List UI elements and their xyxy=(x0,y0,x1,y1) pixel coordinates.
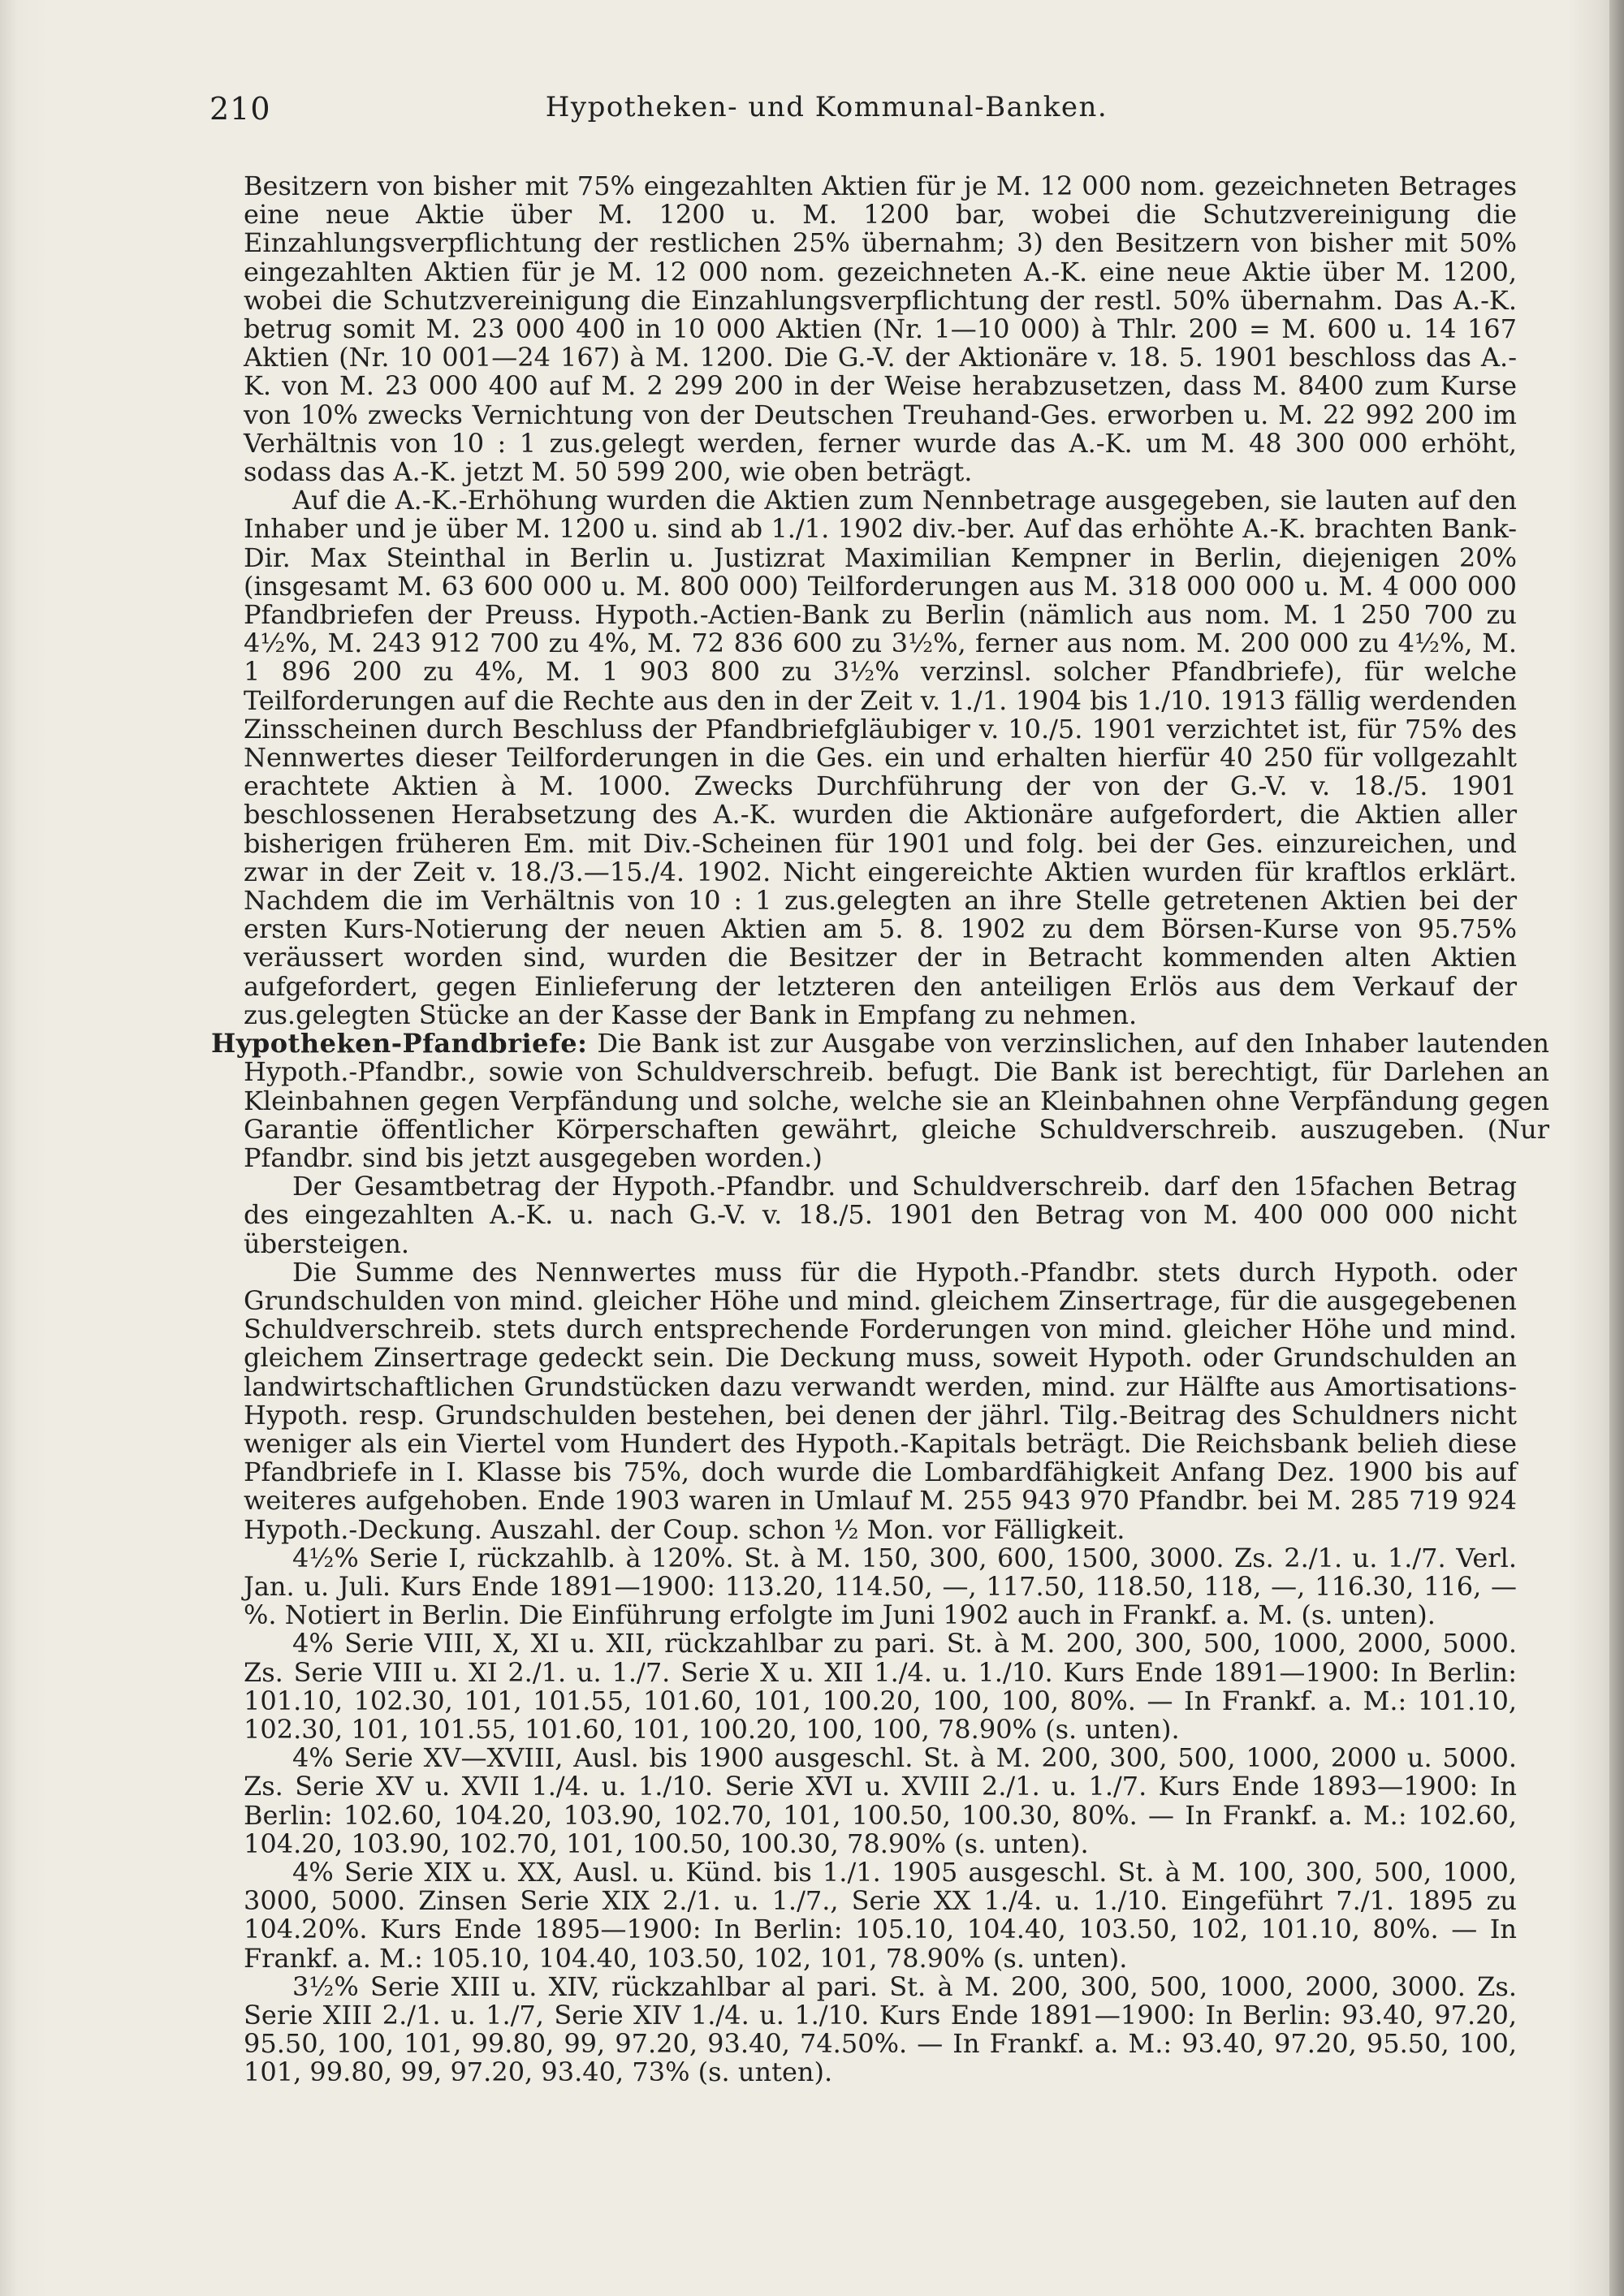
page-edge-shadow xyxy=(1609,0,1624,2296)
page-number: 210 xyxy=(209,91,271,127)
paragraph-serie-xiii-xiv: 3½% Serie XIII u. XIV, rückzahlbar al pari. St. à M. 200, 300, 500, 1000, 2000, 3000. Zs. Serie XIII 2./1. u. 1./7, Serie XIV 1./4. u. 1./10. Kurs Ende 1891—1900: In Berlin: 93.40, 97.20, 95.50, 100, 101, 99.80, 99, 97.20, 93.40, 74.50%. — In Frankf. a. M.: 93.40, 97.20, 95.50, 100, 101, 99.80, 99, 97.20, 93.40, 73% (s. unten). xyxy=(244,1970,1517,2088)
page-header xyxy=(209,91,1444,133)
paragraph-serie-viii-xii: 4% Serie VIII, X, XI u. XII, rückzahlbar zu pari. St. à M. 200, 300, 500, 1000, 2000, 5000. Zs. Serie VIII u. XI 2./1. u. 1./7. Serie X u. XII 1./4. u. 1./10. Kurs Ende 1891—1900: In Berlin: 101.10, 102.30, 101, 101.55, 101.60, 101, 100.20, 100, 100, 80%. — In Frankf. a. M.: 101.10, 102.30, 101, 101.55, 101.60, 101, 100.20, 100, 100, 78.90% (s. unten). xyxy=(244,1628,1517,1745)
paragraph-serie-i: 4½% Serie I, rückzahlb. à 120%. St. à M. 150, 300, 600, 1500, 3000. Zs. 2./1. u. 1./7. Verl. Jan. u. Juli. Kurs Ende 1891—1900: 113.20, 114.50, —, 117.50, 118.50, 118, —, 116.30, 116, —%. Notiert in Berlin. Die Einführung erfolgte im Juni 1902 auch in Frankf. a. M. (s. unten). xyxy=(244,1542,1517,1631)
paragraph-serie-xv-xviii: 4% Serie XV—XVIII, Ausl. bis 1900 ausgeschl. St. à M. 200, 300, 500, 1000, 2000 u. 5000. Zs. Serie XV u. XVII 1./4. u. 1./10. Serie XVI u. XVIII 2./1. u. 1./7. Kurs Ende 1893—1900: In Berlin: 102.60, 104.20, 103.90, 102.70, 101, 100.50, 100.30, 80%. — In Frankf. a. M.: 102.60, 104.20, 103.90, 102.70, 101, 100.50, 100.30, 78.90% (s. unten). xyxy=(244,1742,1517,1859)
paragraph-capital-increase: Auf die A.-K.-Erhöhung wurden die Aktien zum Nennbetrage ausgegeben, sie lauten auf den Inhaber und je über M. 1200 u. sind ab 1./1. 1902 div.-ber. Auf das erhöhte A.-K. brachten Bank-Dir. Max Steinthal in Berlin u. Justizrat Maximilian Kempner in Berlin, diejenigen 20% (insgesamt M. 63 600 000 u. M. 800 000) Teilforderungen aus M. 318 000 000 u. M. 4 000 000 Pfandbriefen der Preuss. Hypoth.-Actien-Bank zu Berlin (nämlich aus nom. M. 1 250 700 zu 4½%, M. 243 912 700 zu 4%, M. 72 836 600 zu 3½%, ferner aus nom. M. 200 000 zu 4½%, M. 1 896 200 zu 4%, M. 1 903 800 zu 3½% verzinsl. solcher Pfandbriefe), für welche Teilforderungen auf die Rechte aus den in der Zeit v. 1./1. 1904 bis 1./10. 1913 fällig werdenden Zinsscheinen durch Beschluss der Pfandbriefgläubiger v. 10./5. 1901 verzichtet ist, für 75% des Nennwertes dieser Teilforderungen in die Ges. ein und erhalten hierfür 40 250 für vollgezahlt erachtete Aktien à M. 1000. Zwecks Durchführung der von der G.-V. v. 18./5. 1901 beschlossenen Herabsetzung des A.-K. wurden die Aktionäre aufgefordert, die Aktien aller bisherigen früheren Em. mit Div.-Scheinen für 1901 und folg. bei der Ges. einzureichen, und zwar in der Zeit v. 18./3.—15./4. 1902. Nicht eingereichte Aktien wurden für kraftlos erklärt. Nachdem die im Verhältnis von 10 : 1 zus.gelegten an ihre Stelle getretenen Aktien bei der ersten Kurs-Notierung der neuen Aktien am 5. 8. 1902 zu dem Börsen-Kurse von 95.75% veräussert worden sind, wurden die Besitzer der in Betracht kommenden alten Aktien aufgefordert, gegen Einlieferung der letzteren den anteiligen Erlös aus dem Verkauf der zus.gelegten Stücke an der Kasse der Bank in Empfang zu nehmen. xyxy=(244,485,1517,1030)
running-title: Hypotheken- und Kommunal-Banken. xyxy=(545,91,1108,123)
paragraph-serie-xix-xx: 4% Serie XIX u. XX, Ausl. u. Künd. bis 1./1. 1905 ausgeschl. St. à M. 100, 300, 500, 1000, 3000, 5000. Zinsen Serie XIX 2./1. u. 1./7., Serie XX 1./4. u. 1./10. Eingeführt 7./1. 1895 zu 104.20%. Kurs Ende 1895—1900: In Berlin: 105.10, 104.40, 103.50, 102, 101.10, 80%. — In Frankf. a. M.: 105.10, 104.40, 103.50, 102, 101, 78.90% (s. unten). xyxy=(244,1856,1517,1974)
section-heading: Hypotheken-Pfandbriefe: xyxy=(211,1028,588,1060)
paragraph-pfandbriefe xyxy=(211,1029,1549,1172)
paragraph-continuation: Besitzern von bisher mit 75% eingezahlten Aktien für je M. 12 000 nom. gezeichneten Betrages eine neue Aktie über M. 1200 u. M. 1200 bar, wobei die Schutzvereinigung die Einzahlungsverpflichtung der restlichen 25% übernahm; 3) den Besitzern von bisher mit 50% eingezahlten Aktien für je M. 12 000 nom. gezeichneten A.-K. eine neue Aktie über M. 1200, wobei die Schutzvereinigung die Einzahlungsverpflichtung der restl. 50% übernahm. Das A.-K. betrug somit M. 23 000 400 in 10 000 Aktien (Nr. 1—10 000) à Thlr. 200 = M. 600 u. 14 167 Aktien (Nr. 10 001—24 167) à M. 1200. Die G.-V. der Aktionäre v. 18. 5. 1901 beschloss das A.-K. von M. 23 000 400 auf M. 2 299 200 in der Weise herabzusetzen, dass M. 8400 zum Kurse von 10% zwecks Vernichtung von der Deutschen Treuhand-Ges. erworben u. M. 22 992 200 im Verhältnis von 10 : 1 zus.gelegt werden, ferner wurde das A.-K. um M. 48 300 000 erhöht, sodass das A.-K. jetzt M. 50 599 200, wie oben beträgt. xyxy=(244,170,1517,488)
body-text xyxy=(211,170,1549,2088)
paragraph-pfandbriefe-text: Die Bank ist zur Ausgabe von verzinslichen, auf den Inhaber lautenden Hypoth.-Pfandbr., sowie von Schuldverschreib. befugt. Die Bank ist berechtigt, für Darlehen an Kleinbahnen gegen Verpfändung und solche, welche sie an Kleinbahnen ohne Verpfändung gegen Garantie öffentlicher Körperschaften gewährt, gleiche Schuldverschreib. auszugeben. (Nur Pfandbr. sind bis jetzt ausgegeben worden.) xyxy=(244,1028,1549,1173)
paragraph-gesamtbetrag: Der Gesamtbetrag der Hypoth.-Pfandbr. und Schuldverschreib. darf den 15fachen Betrag des eingezahlten A.-K. u. nach G.-V. v. 18./5. 1901 den Betrag von M. 400 000 000 nicht übersteigen. xyxy=(244,1171,1517,1259)
paragraph-deckung: Die Summe des Nennwertes muss für die Hypoth.-Pfandbr. stets durch Hypoth. oder Grundschulden von mind. gleicher Höhe und mind. gleichem Zinsertrage, für die ausgegebenen Schuldverschreib. stets durch entsprechende Forderungen von mind. gleicher Höhe und mind. gleichem Zinsertrage gedeckt sein. Die Deckung muss, soweit Hypoth. oder Grundschulden an landwirtschaftlichen Grundstücken dazu verwandt werden, mind. zur Hälfte aus Amortisations-Hypoth. resp. Grundschulden bestehen, bei denen der jährl. Tilg.-Beitrag des Schuldners nicht weniger als ein Viertel vom Hundert des Hypoth.-Kapitals beträgt. Die Reichsbank belieh diese Pfandbriefe in I. Klasse bis 75%, doch wurde die Lombardfähigkeit Anfang Dez. 1900 bis auf weiteres aufgehoben. Ende 1903 waren in Umlauf M. 255 943 970 Pfandbr. bei M. 285 719 924 Hypoth.-Deckung. Auszahl. der Coup. schon ½ Mon. vor Fälligkeit. xyxy=(244,1256,1517,1545)
